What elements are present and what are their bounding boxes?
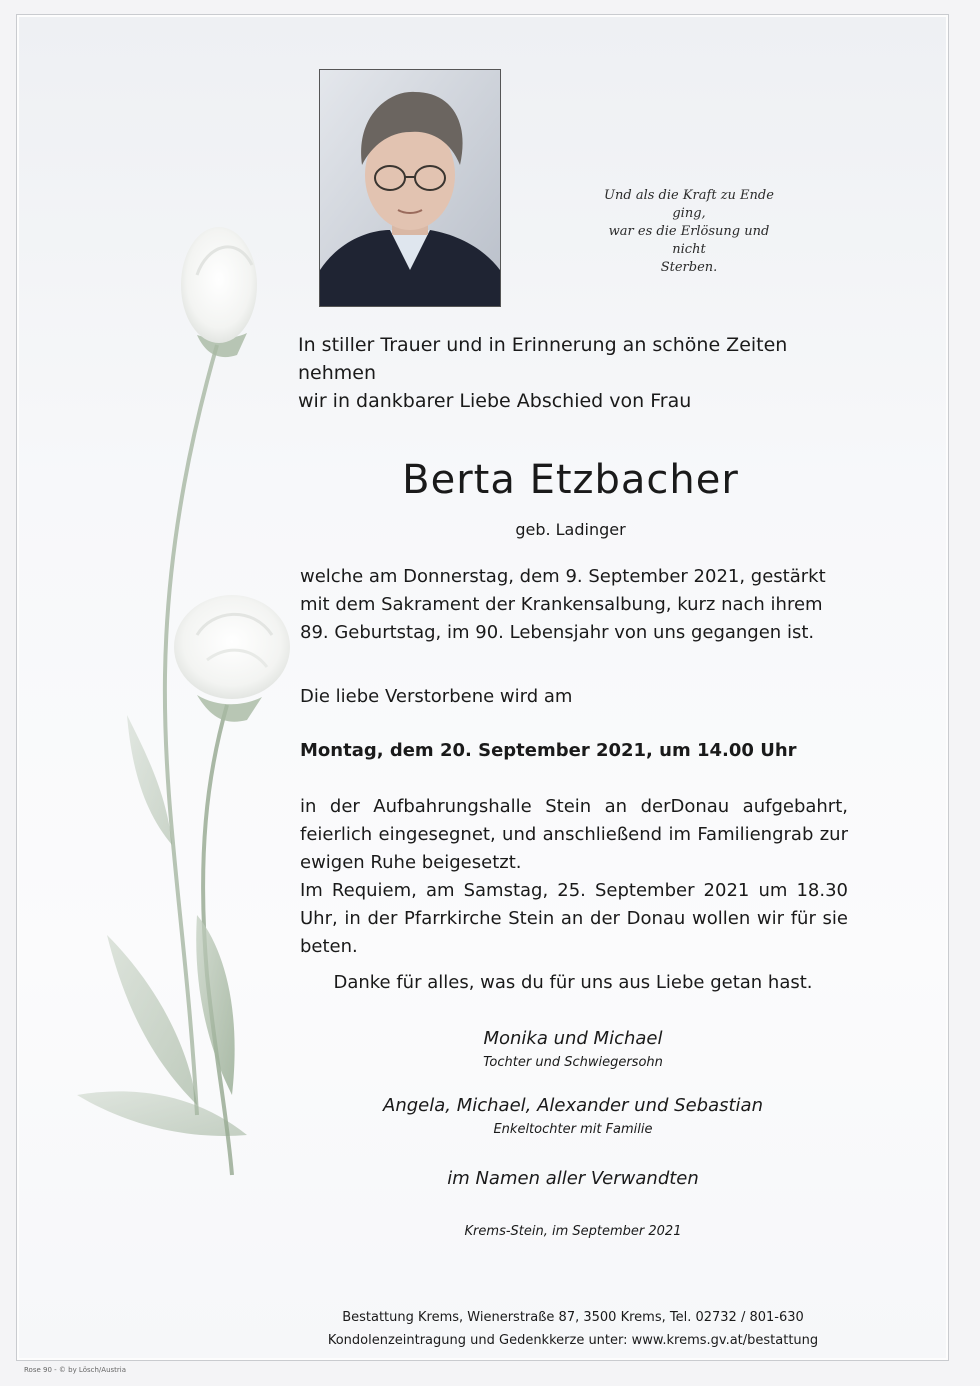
- relatives-line: im Namen aller Verwandten: [447, 1168, 699, 1189]
- copyright-note: Rose 90 - © by Lösch/Austria: [24, 1366, 127, 1374]
- thanks-text: Danke für alles, was du für uns aus Liebe getan hast.: [333, 972, 813, 993]
- quote-line: war es die Erlösung und nicht: [608, 224, 770, 257]
- intro-text: [298, 331, 868, 415]
- quote-line: Und als die Kraft zu Ende ging,: [604, 188, 774, 221]
- mourner-names: Monika und Michael: [483, 1028, 663, 1049]
- funeral-text: in der Aufbahrungshalle Stein an derDonau aufgebahrt, feierlich eingesegnet, und anschließend im Familiengrab zur ewigen Ruhe beigesetzt.: [300, 796, 848, 873]
- memorial-quote: [599, 187, 779, 277]
- footer-address: Bestattung Krems, Wienerstraße 87, 3500 Krems, Tel. 02732 / 801-630: [342, 1310, 804, 1325]
- quote-line: Sterben.: [660, 260, 718, 275]
- footer-website: Kondolenzeintragung und Gedenkkerze unter: www.krems.gv.at/bestattung: [327, 1333, 819, 1348]
- funeral-details: [300, 793, 848, 961]
- mourner-relation: Tochter und Schwiegersohn: [483, 1055, 663, 1070]
- funeral-intro: Die liebe Verstorbene wird am: [300, 686, 573, 707]
- maiden-name: geb. Ladinger: [515, 520, 626, 539]
- white-rose-illustration: [47, 215, 297, 1215]
- place-date: Krems-Stein, im September 2021: [464, 1224, 682, 1239]
- intro-line: In stiller Trauer und in Erinnerung an schöne Zeiten nehmen: [298, 334, 788, 384]
- passing-text: welche am Donnerstag, dem 9. September 2021, gestärkt mit dem Sakrament der Krankensalbung, kurz nach ihrem 89. Geburtstag, im 90. Lebensjahr von uns gegangen ist.: [300, 566, 826, 643]
- mourner-relation: Enkeltochter mit Familie: [493, 1122, 653, 1137]
- portrait-photo: [319, 69, 501, 307]
- mourner-names: Angela, Michael, Alexander und Sebastian: [383, 1095, 763, 1116]
- funeral-date: Montag, dem 20. September 2021, um 14.00 Uhr: [300, 740, 797, 761]
- requiem-text: Im Requiem, am Samstag, 25. September 2021 um 18.30 Uhr, in der Pfarrkirche Stein an der Donau wollen wir für sie beten.: [300, 880, 848, 957]
- deceased-name: Berta Etzbacher: [402, 457, 739, 503]
- intro-line: wir in dankbarer Liebe Abschied von Frau: [298, 390, 692, 412]
- obituary-card: [16, 14, 949, 1361]
